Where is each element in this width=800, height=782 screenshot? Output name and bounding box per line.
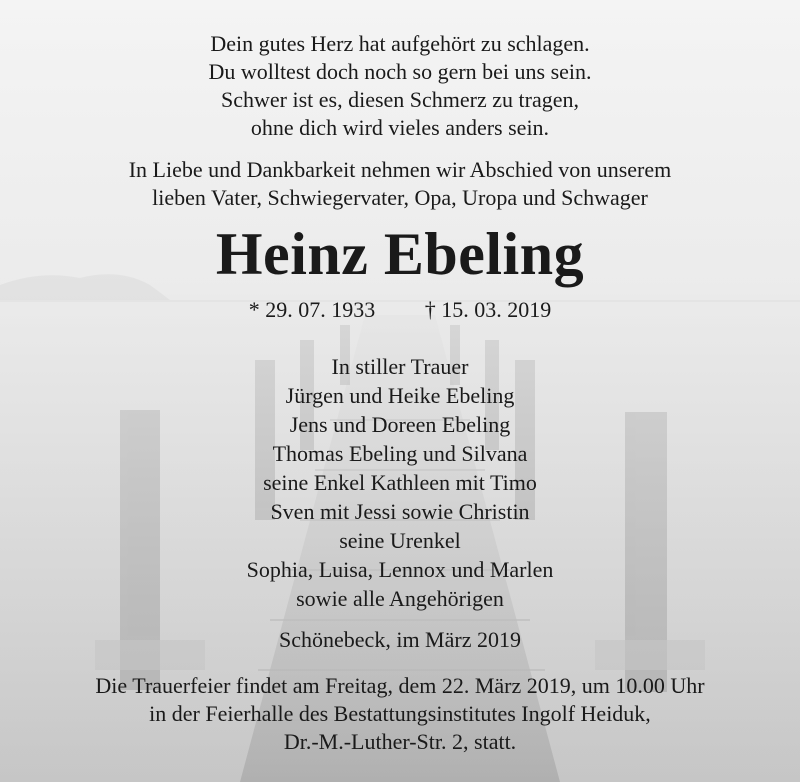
mourner-line: seine Enkel Kathleen mit Timo: [263, 470, 537, 495]
service-line-1: Die Trauerfeier findet am Freitag, dem 22. März 2019, um 10.00 Uhr: [95, 673, 705, 698]
deceased-name: Heinz Ebeling: [215, 221, 585, 287]
verse-line-4: ohne dich wird vieles anders sein.: [250, 115, 550, 140]
birth-date: * 29. 07. 1933: [248, 297, 376, 322]
intro-line-2: lieben Vater, Schwiegervater, Opa, Uropa und Schwager: [152, 185, 648, 210]
service-line-2: in der Feierhalle des Bestattungsinstitutes Ingolf Heiduk,: [149, 701, 651, 726]
intro-line-1: In Liebe und Dankbarkeit nehmen wir Abschied von unserem: [128, 157, 672, 182]
mourner-line: Jens und Doreen Ebeling: [289, 412, 511, 437]
mourner-line: seine Urenkel: [339, 528, 461, 553]
place-date: Schönebeck, im März 2019: [279, 627, 521, 652]
mourner-line: Thomas Ebeling und Silvana: [272, 441, 528, 466]
verse-line-2: Du wolltest doch noch so gern bei uns sein.: [208, 59, 592, 84]
mourner-line: Jürgen und Heike Ebeling: [285, 383, 515, 408]
mourner-line: sowie alle Angehörigen: [296, 586, 504, 611]
mourner-line: Sven mit Jessi sowie Christin: [270, 499, 530, 524]
mourner-line: Sophia, Luisa, Lennox und Marlen: [246, 557, 554, 582]
verse-line-1: Dein gutes Herz hat aufgehört zu schlagen.: [210, 31, 590, 56]
death-date: † 15. 03. 2019: [424, 297, 552, 322]
mourners-heading: In stiller Trauer: [331, 354, 469, 379]
verse-line-3: Schwer ist es, diesen Schmerz zu tragen,: [221, 87, 579, 112]
service-line-3: Dr.-M.-Luther-Str. 2, statt.: [283, 729, 517, 754]
life-dates: [0, 296, 800, 324]
